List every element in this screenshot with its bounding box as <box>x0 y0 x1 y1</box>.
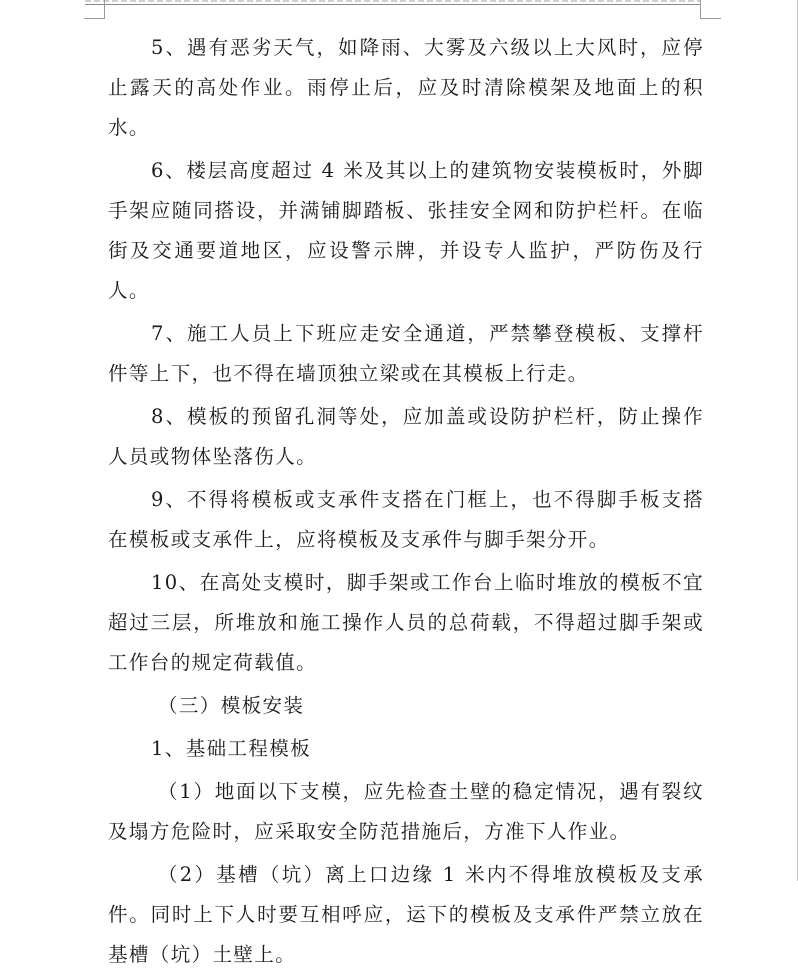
margin-crop-mark-top-right <box>700 0 721 19</box>
paragraph-item-6: 6、楼层高度超过 4 米及其以上的建筑物安装模板时，外脚手架应随同搭设，并满铺脚踏板、张挂安全网和防护栏杆。在临街及交通要道地区，应设警示牌，并设专人监护，严防伤及行人。 <box>108 159 704 302</box>
header-rule <box>85 4 700 5</box>
paragraph-item-7: 7、施工人员上下班应走安全通道，严禁攀登模板、支撑杆件等上下，也不得在墙顶独立梁或在其模板上行走。 <box>108 322 704 385</box>
header-text-strip <box>85 0 700 2</box>
page-header-area <box>85 0 700 8</box>
paragraph-item-9: 9、不得将模板或支承件支搭在门框上，也不得脚手板支搭在模板或支承件上，应将模板及支承件与脚手架分开。 <box>108 488 704 551</box>
document-body <box>108 28 704 978</box>
paragraph-item-10: 10、在高处支模时，脚手架或工作台上临时堆放的模板不宜超过三层，所堆放和施工操作人员的总荷载，不得超过脚手架或工作台的规定荷载值。 <box>108 571 704 674</box>
paragraph-item-5: 5、遇有恶劣天气，如降雨、大雾及六级以上大风时，应停止露天的高处作业。雨停止后，应及时清除模架及地面上的积水。 <box>108 36 704 139</box>
margin-crop-mark-top-left <box>84 0 105 19</box>
sub-paragraph-1: （1）地面以下支模，应先检查土壁的稳定情况，遇有裂纹及塌方危险时，应采取安全防范措施后，方准下人作业。 <box>108 780 704 843</box>
sub-paragraph-2: （2）基槽（坑）离上口边缘 1 米内不得堆放模板及支承件。同时上下人时要互相呼应，运下的模板及支承件严禁立放在基槽（坑）土壁上。 <box>108 863 704 966</box>
paragraph-item-8: 8、模板的预留孔洞等处，应加盖或设防护栏杆，防止操作人员或物体坠落伤人。 <box>108 405 704 468</box>
subsection-heading: 1、基础工程模板 <box>151 737 312 760</box>
section-heading: （三）模板安装 <box>158 694 305 717</box>
